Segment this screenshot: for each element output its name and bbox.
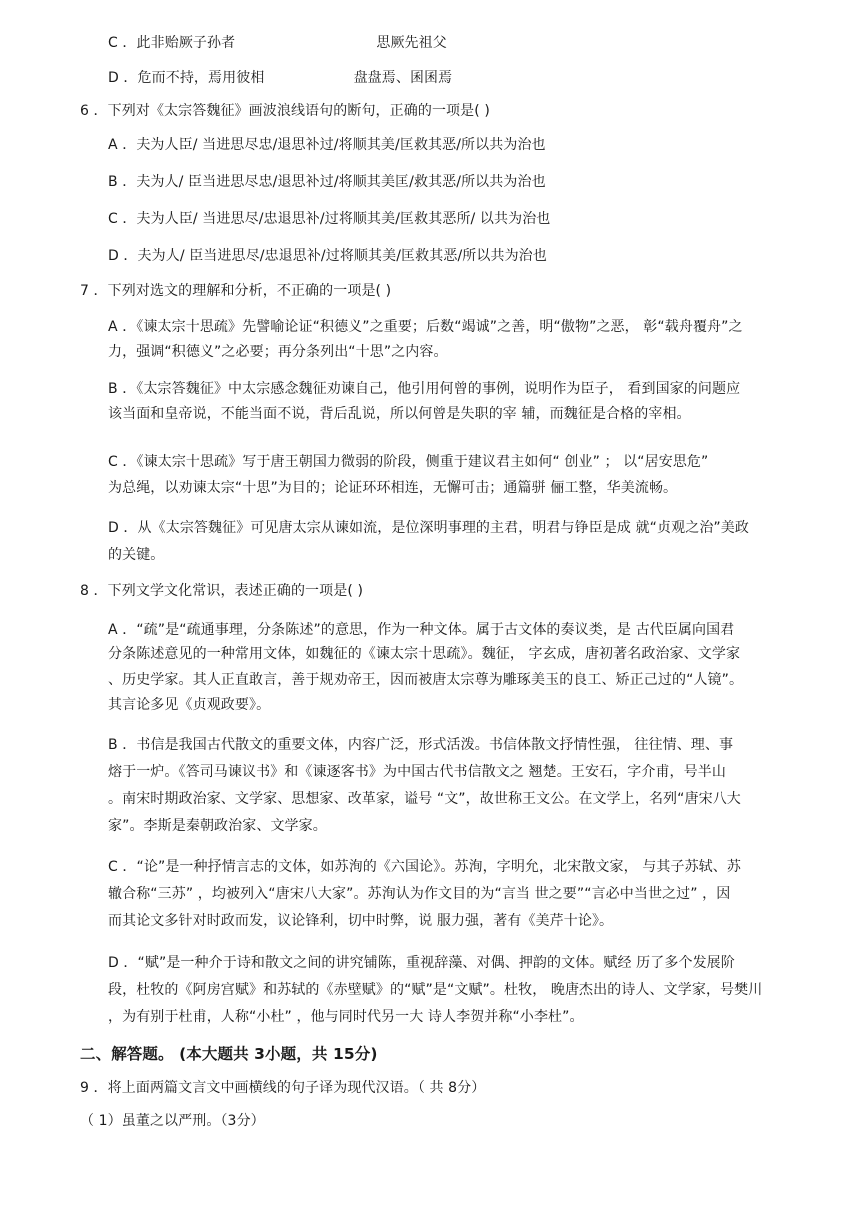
q8-option-a-line3: 、历史学家。其人正直敢言，善于规劝帝王，因而被唐太宗尊为雕琢美玉的良工、矫正己过的“人镜”。 xyxy=(108,672,744,688)
q7-option-c-line2: 为总绳，以劝谏太宗“十思”为目的；论证环环相连，无懈可击；通篇骈 俪工整，华美流畅。 xyxy=(108,480,678,496)
q5-option-d-right: 盘盘焉、囷囷焉 xyxy=(353,70,453,86)
q8-option-b-line3: 。南宋时期政治家、文学家、思想家、改革家，谥号 “文”，故世称王文公。在文学上，名列“唐宋八大 xyxy=(108,791,741,807)
q7-stem: 7 ．下列对选文的理解和分析，不正确的一项是( ) xyxy=(80,283,392,299)
q5-option-c-left: C ．此非贻厥子孙者 xyxy=(108,35,236,51)
section-heading: 二、解答题。 (本大题共 3小题，共 15分) xyxy=(80,1045,378,1063)
q8-option-a-line4: 其言论多见《贞观政要》。 xyxy=(108,697,271,713)
q8-option-a-line1: A ．“疏”是“疏通事理，分条陈述”的意思，作为一种文体。属于古文体的奏议类，是 古代臣属向国君 xyxy=(108,622,735,638)
q7-option-d-line2: 的关键。 xyxy=(108,547,165,563)
q8-option-c-line3: 而其论文多针对时政而发，议论锋利，切中时弊，说 服力强，著有《美芹十论》。 xyxy=(108,913,614,929)
q7-option-b-line1: B ．《太宗答魏征》中太宗感念魏征劝谏自己，他引用何曾的事例，说明作为臣子， 看到国家的问题应 xyxy=(108,381,741,397)
q8-option-c-line2: 辙合称“三苏” ，均被列入“唐宋八大家”。苏洵认为作文目的为“言当 世之要”“言必中当世之过” ，因 xyxy=(108,886,731,902)
q7-option-b-line2: 该当面和皇帝说，不能当面不说，背后乱说，所以何曾是失职的宰 辅，而魏征是合格的宰相。 xyxy=(108,406,691,422)
q8-option-a-line2: 分条陈述意见的一种常用文体，如魏征的《谏太宗十思疏》。魏征， 字玄成，唐初著名政治家、文学家 xyxy=(108,646,741,662)
q5-option-d-left: D ．危而不持，焉用彼相 xyxy=(108,70,265,86)
q8-option-b-line1: B ．书信是我国古代散文的重要文体，内容广泛，形式活泼。书信体散文抒情性强， 往往情、理、事 xyxy=(108,737,734,753)
q8-option-b-line4: 家”。李斯是秦朝政治家、文学家。 xyxy=(108,818,327,834)
q6-option-b: B ．夫为人/ 臣当进思尽忠/退思补过/将顺其美匡/救其恶/所以共为治也 xyxy=(108,174,546,190)
q8-option-d-line2: 段，杜牧的《阿房宫赋》和苏轼的《赤壁赋》的“赋”是“文赋”。杜牧， 晚唐杰出的诗人、文学家，号樊川 xyxy=(108,982,763,998)
q7-option-a-line2: 力，强调“积德义”之必要；再分条列出“十思”之内容。 xyxy=(108,344,448,360)
q8-option-b-line2: 熔于一炉。《答司马谏议书》和《谏逐客书》为中国古代书信散文之 翘楚。王安石，字介甫，号半山 xyxy=(108,764,726,780)
q6-option-d: D ．夫为人/ 臣当进思尽/忠退思补/过将顺其美/匡救其恶/所以共为治也 xyxy=(108,248,547,264)
q7-option-c-line1: C ．《谏太宗十思疏》写于唐王朝国力微弱的阶段，侧重于建议君主如何“ 创业” ； 以“居安思危” xyxy=(108,454,709,470)
q8-option-d-line1: D ．“赋”是一种介于诗和散文之间的讲究铺陈，重视辞藻、对偶、押韵的文体。赋经 历了多个发展阶 xyxy=(108,955,735,971)
q5-option-c-right: 思厥先祖父 xyxy=(376,35,447,51)
q8-option-c-line1: C ．“论”是一种抒情言志的文体，如苏洵的《六国论》。苏洵，字明允，北宋散文家， 与其子苏轼、苏 xyxy=(108,859,741,875)
q8-stem: 8 ．下列文学文化常识，表述正确的一项是( ) xyxy=(80,583,364,599)
q9-stem: 9 ．将上面两篇文言文中画横线的句子译为现代汉语。（ 共 8分） xyxy=(80,1080,486,1096)
q6-option-c: C ．夫为人臣/ 当进思尽/忠退思补/过将顺其美/匡救其恶所/ 以共为治也 xyxy=(108,211,551,227)
q6-option-a: A ．夫为人臣/ 当进思尽忠/退思补过/将顺其美/匡救其恶/所以共为治也 xyxy=(108,137,546,153)
q9-sub1: （ 1）虽董之以严刑。（3分） xyxy=(80,1113,265,1129)
q6-stem: 6 ．下列对《太宗答魏征》画波浪线语句的断句，正确的一项是( ) xyxy=(80,103,490,119)
q5-option-d xyxy=(108,68,452,88)
q8-option-d-line3: ，为有别于杜甫，人称“小杜” ，他与同时代另一大 诗人李贺并称“小李杜”。 xyxy=(108,1009,584,1025)
q7-option-a-line1: A ．《谏太宗十思疏》先譬喻论证“积德义”之重要；后数“竭诚”之善，明“傲物”之恶， 彰“载舟覆舟”之 xyxy=(108,319,743,335)
q5-option-c xyxy=(108,33,447,53)
q7-option-d-line1: D ．从《太宗答魏征》可见唐太宗从谏如流，是位深明事理的主君，明君与铮臣是成 就“贞观之治”美政 xyxy=(108,520,749,536)
